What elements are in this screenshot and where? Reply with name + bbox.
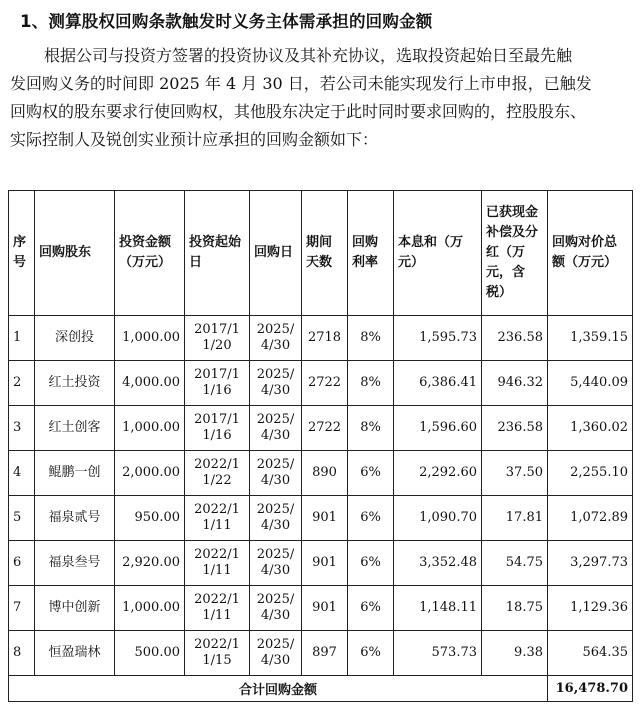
row-number: 4 [9, 451, 35, 496]
repurchase-rate: 6% [348, 541, 394, 586]
repurchase-rate: 6% [348, 496, 394, 541]
principal-interest: 2,292.60 [394, 451, 482, 496]
row-number: 1 [9, 316, 35, 361]
period-days: 2722 [302, 406, 348, 451]
paragraph-line: 回购权的股东要求行使回购权，其他股东决定于此时同时要求回购的，控股股东、 [10, 102, 587, 121]
principal-interest: 1,595.73 [394, 316, 482, 361]
principal-interest: 1,596.60 [394, 406, 482, 451]
repurchase-date: 2025/4/30 [250, 496, 302, 541]
investment-start-date: 2022/11/11 [185, 541, 250, 586]
investment-amount: 1,000.00 [115, 406, 185, 451]
repurchase-date: 2025/4/30 [250, 361, 302, 406]
table-row [9, 316, 633, 361]
principal-interest: 1,148.11 [394, 586, 482, 631]
header-cell: 已获现金补偿及分红（万元，含税） [482, 191, 548, 316]
repurchase-rate: 6% [348, 586, 394, 631]
period-days: 2722 [302, 361, 348, 406]
cash-compensation: 9.38 [482, 631, 548, 676]
cash-compensation: 18.75 [482, 586, 548, 631]
shareholder-name: 鲲鹏一创 [35, 451, 115, 496]
repurchase-total: 1,360.02 [548, 406, 633, 451]
investment-start-date: 2017/11/16 [185, 361, 250, 406]
shareholder-name: 博中创新 [35, 586, 115, 631]
header-cell: 期间天数 [302, 191, 348, 316]
shareholder-name: 红土创客 [35, 406, 115, 451]
repurchase-total: 2,255.10 [548, 451, 633, 496]
row-number: 6 [9, 541, 35, 586]
table-footer-row [9, 676, 633, 702]
repurchase-total: 1,072.89 [548, 496, 633, 541]
repurchase-date: 2025/4/30 [250, 406, 302, 451]
cash-compensation: 17.81 [482, 496, 548, 541]
table-row [9, 406, 633, 451]
cash-compensation: 236.58 [482, 316, 548, 361]
repurchase-total: 564.35 [548, 631, 633, 676]
table-row [9, 586, 633, 631]
repurchase-rate: 8% [348, 406, 394, 451]
investment-start-date: 2017/11/20 [185, 316, 250, 361]
header-cell: 回购对价总额（万元） [548, 191, 633, 316]
cash-compensation: 946.32 [482, 361, 548, 406]
principal-interest: 1,090.70 [394, 496, 482, 541]
header-cell: 序号 [9, 191, 35, 316]
row-number: 2 [9, 361, 35, 406]
row-number: 3 [9, 406, 35, 451]
investment-start-date: 2022/11/15 [185, 631, 250, 676]
section-heading: 1、测算股权回购条款触发时义务主体需承担的回购金额 [20, 12, 433, 31]
row-number: 7 [9, 586, 35, 631]
repurchase-rate: 8% [348, 361, 394, 406]
investment-amount: 2,000.00 [115, 451, 185, 496]
investment-amount: 950.00 [115, 496, 185, 541]
investment-amount: 1,000.00 [115, 586, 185, 631]
row-number: 5 [9, 496, 35, 541]
principal-interest: 6,386.41 [394, 361, 482, 406]
header-cell: 投资起始日 [185, 191, 250, 316]
period-days: 901 [302, 586, 348, 631]
repurchase-date: 2025/4/30 [250, 631, 302, 676]
period-days: 890 [302, 451, 348, 496]
investment-amount: 1,000.00 [115, 316, 185, 361]
repurchase-date: 2025/4/30 [250, 316, 302, 361]
shareholder-name: 深创投 [35, 316, 115, 361]
investment-amount: 4,000.00 [115, 361, 185, 406]
paragraph-line: 根据公司与投资方签署的投资协议及其补充协议，选取投资起始日至最先触 [44, 46, 573, 65]
header-cell: 回购股东 [35, 191, 115, 316]
period-days: 901 [302, 496, 348, 541]
cash-compensation: 54.75 [482, 541, 548, 586]
table-row [9, 451, 633, 496]
investment-start-date: 2022/11/11 [185, 496, 250, 541]
table-row [9, 496, 633, 541]
footer-label: 合计回购金额 [9, 676, 548, 702]
table-body [9, 316, 633, 676]
shareholder-name: 恒盈瑞林 [35, 631, 115, 676]
paragraph-line: 实际控制人及锐创实业预计应承担的回购金额如下： [10, 130, 379, 149]
investment-start-date: 2017/11/16 [185, 406, 250, 451]
paragraph-line: 发回购义务的时间即 2025 年 4 月 30 日，若公司未能实现发行上市申报，已触发 [10, 74, 592, 93]
table-header-row [9, 191, 633, 316]
cash-compensation: 236.58 [482, 406, 548, 451]
footer-total: 16,478.70 [548, 676, 633, 702]
header-cell: 回购日 [250, 191, 302, 316]
repurchase-rate: 6% [348, 631, 394, 676]
repurchase-date: 2025/4/30 [250, 451, 302, 496]
shareholder-name: 福泉叁号 [35, 541, 115, 586]
period-days: 897 [302, 631, 348, 676]
repurchase-table [8, 190, 633, 702]
header-cell: 投资金额（万元） [115, 191, 185, 316]
table-row [9, 361, 633, 406]
header-cell: 回购利率 [348, 191, 394, 316]
repurchase-total: 1,359.15 [548, 316, 633, 361]
table-row [9, 631, 633, 676]
repurchase-rate: 8% [348, 316, 394, 361]
repurchase-total: 3,297.73 [548, 541, 633, 586]
repurchase-date: 2025/4/30 [250, 541, 302, 586]
table-row [9, 541, 633, 586]
intro-paragraph [10, 42, 632, 154]
repurchase-date: 2025/4/30 [250, 586, 302, 631]
cash-compensation: 37.50 [482, 451, 548, 496]
investment-amount: 2,920.00 [115, 541, 185, 586]
shareholder-name: 福泉贰号 [35, 496, 115, 541]
repurchase-rate: 6% [348, 451, 394, 496]
repurchase-total: 1,129.36 [548, 586, 633, 631]
header-cell: 本息和（万元） [394, 191, 482, 316]
shareholder-name: 红土投资 [35, 361, 115, 406]
period-days: 901 [302, 541, 348, 586]
period-days: 2718 [302, 316, 348, 361]
row-number: 8 [9, 631, 35, 676]
repurchase-total: 5,440.09 [548, 361, 633, 406]
investment-amount: 500.00 [115, 631, 185, 676]
principal-interest: 3,352.48 [394, 541, 482, 586]
principal-interest: 573.73 [394, 631, 482, 676]
investment-start-date: 2022/11/11 [185, 586, 250, 631]
investment-start-date: 2022/11/22 [185, 451, 250, 496]
